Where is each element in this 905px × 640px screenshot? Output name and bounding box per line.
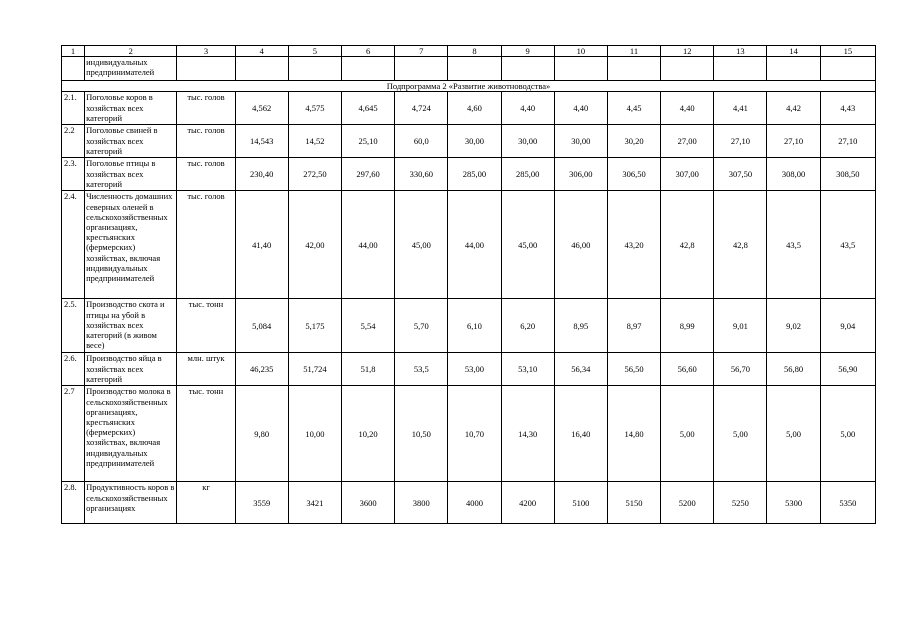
table-row — [62, 482, 876, 524]
column-number-6: 6 — [341, 46, 394, 57]
row-number: 2.7 — [62, 386, 85, 482]
value-cell: 3559 — [235, 482, 288, 524]
value-cell: 5350 — [820, 482, 875, 524]
column-number-9: 9 — [501, 46, 554, 57]
value-cell: 25,10 — [341, 125, 394, 158]
value-cell: 5,084 — [235, 299, 288, 353]
column-number-row — [62, 46, 876, 57]
value-cell: 43,5 — [767, 191, 820, 299]
column-number-8: 8 — [448, 46, 501, 57]
value-cell: 4200 — [501, 482, 554, 524]
value-cell: 43,20 — [607, 191, 660, 299]
value-cell: 4,45 — [607, 92, 660, 125]
value-cell: 27,10 — [820, 125, 875, 158]
value-cell: 9,01 — [714, 299, 767, 353]
value-cell: 56,80 — [767, 353, 820, 386]
value-cell: 56,60 — [661, 353, 714, 386]
value-cell: 56,90 — [820, 353, 875, 386]
value-cell: 4,562 — [235, 92, 288, 125]
continuation-empty-cell — [820, 57, 875, 81]
unit-cell: тыс. голов — [177, 191, 235, 299]
value-cell: 45,00 — [501, 191, 554, 299]
value-cell: 306,00 — [554, 158, 607, 191]
value-cell: 46,00 — [554, 191, 607, 299]
value-cell: 51,8 — [341, 353, 394, 386]
value-cell: 53,00 — [448, 353, 501, 386]
value-cell: 4,575 — [288, 92, 341, 125]
column-number-10: 10 — [554, 46, 607, 57]
value-cell: 42,8 — [714, 191, 767, 299]
value-cell: 308,50 — [820, 158, 875, 191]
unit-cell: тыс. тонн — [177, 386, 235, 482]
value-cell: 30,00 — [501, 125, 554, 158]
table-body — [62, 46, 876, 524]
indicator-name: Производство молока в сельскохозяйственных организациях, крестьянских (фермерских) хозяйствах, включая индивидуальных предпринимателей — [85, 386, 177, 482]
continuation-empty-cell — [714, 57, 767, 81]
continuation-empty-cell — [448, 57, 501, 81]
value-cell: 42,8 — [661, 191, 714, 299]
value-cell: 4,60 — [448, 92, 501, 125]
column-number-4: 4 — [235, 46, 288, 57]
indicator-name: Поголовье птицы в хозяйствах всех категорий — [85, 158, 177, 191]
value-cell: 4,645 — [341, 92, 394, 125]
column-number-2: 2 — [85, 46, 177, 57]
value-cell: 5,00 — [661, 386, 714, 482]
value-cell: 44,00 — [341, 191, 394, 299]
value-cell: 9,02 — [767, 299, 820, 353]
indicator-name: Продуктивность коров в сельскохозяйственных организациях — [85, 482, 177, 524]
indicator-name: Производство скота и птицы на убой в хозяйствах всех категорий (в живом весе) — [85, 299, 177, 353]
value-cell: 4,43 — [820, 92, 875, 125]
value-cell: 51,724 — [288, 353, 341, 386]
table-row — [62, 191, 876, 299]
value-cell: 5,54 — [341, 299, 394, 353]
value-cell: 10,50 — [395, 386, 448, 482]
column-number-3: 3 — [177, 46, 235, 57]
column-number-11: 11 — [607, 46, 660, 57]
value-cell: 285,00 — [448, 158, 501, 191]
continuation-empty-cell — [288, 57, 341, 81]
column-number-15: 15 — [820, 46, 875, 57]
value-cell: 44,00 — [448, 191, 501, 299]
indicator-name: Численность домашних северных оленей в сельскохозяйственных организациях, крестьянских (фермерских) хозяйствах, включая индивидуальных предпринимателей — [85, 191, 177, 299]
value-cell: 10,00 — [288, 386, 341, 482]
table-row — [62, 125, 876, 158]
value-cell: 4,40 — [661, 92, 714, 125]
value-cell: 4,41 — [714, 92, 767, 125]
column-number-12: 12 — [661, 46, 714, 57]
column-number-13: 13 — [714, 46, 767, 57]
value-cell: 3421 — [288, 482, 341, 524]
value-cell: 30,20 — [607, 125, 660, 158]
value-cell: 306,50 — [607, 158, 660, 191]
value-cell: 43,5 — [820, 191, 875, 299]
continuation-empty-cell — [607, 57, 660, 81]
value-cell: 60,0 — [395, 125, 448, 158]
value-cell: 10,20 — [341, 386, 394, 482]
continuation-empty-cell — [395, 57, 448, 81]
value-cell: 285,00 — [501, 158, 554, 191]
value-cell: 56,70 — [714, 353, 767, 386]
continuation-empty-cell — [661, 57, 714, 81]
value-cell: 27,10 — [714, 125, 767, 158]
value-cell: 5250 — [714, 482, 767, 524]
value-cell: 5,175 — [288, 299, 341, 353]
continuation-empty-cell — [554, 57, 607, 81]
value-cell: 4,42 — [767, 92, 820, 125]
column-number-5: 5 — [288, 46, 341, 57]
value-cell: 6,20 — [501, 299, 554, 353]
subprogram-row — [62, 81, 876, 92]
value-cell: 30,00 — [448, 125, 501, 158]
value-cell: 5200 — [661, 482, 714, 524]
continuation-row — [62, 57, 876, 81]
value-cell: 5,00 — [714, 386, 767, 482]
table-row — [62, 92, 876, 125]
value-cell: 5,00 — [767, 386, 820, 482]
value-cell: 8,99 — [661, 299, 714, 353]
column-number-7: 7 — [395, 46, 448, 57]
continuation-empty-cell — [767, 57, 820, 81]
continuation-name-cell: индивидуальных предпринимателей — [85, 57, 177, 81]
value-cell: 14,30 — [501, 386, 554, 482]
value-cell: 14,52 — [288, 125, 341, 158]
value-cell: 308,00 — [767, 158, 820, 191]
column-number-1: 1 — [62, 46, 85, 57]
value-cell: 8,95 — [554, 299, 607, 353]
subprogram-title: Подпрограмма 2 «Развитие животноводства» — [62, 81, 876, 92]
value-cell: 5300 — [767, 482, 820, 524]
value-cell: 30,00 — [554, 125, 607, 158]
value-cell: 41,40 — [235, 191, 288, 299]
table-row — [62, 353, 876, 386]
value-cell: 27,10 — [767, 125, 820, 158]
value-cell: 4000 — [448, 482, 501, 524]
value-cell: 307,50 — [714, 158, 767, 191]
value-cell: 56,34 — [554, 353, 607, 386]
row-number: 2.5. — [62, 299, 85, 353]
value-cell: 42,00 — [288, 191, 341, 299]
table-row — [62, 299, 876, 353]
unit-cell: млн. штук — [177, 353, 235, 386]
indicator-name: Производство яйца в хозяйствах всех категорий — [85, 353, 177, 386]
value-cell: 14,80 — [607, 386, 660, 482]
value-cell: 9,80 — [235, 386, 288, 482]
row-number: 2.4. — [62, 191, 85, 299]
value-cell: 10,70 — [448, 386, 501, 482]
row-number: 2.2 — [62, 125, 85, 158]
value-cell: 272,50 — [288, 158, 341, 191]
value-cell: 6,10 — [448, 299, 501, 353]
value-cell: 14,543 — [235, 125, 288, 158]
value-cell: 330,60 — [395, 158, 448, 191]
value-cell: 9,04 — [820, 299, 875, 353]
value-cell: 5100 — [554, 482, 607, 524]
value-cell: 8,97 — [607, 299, 660, 353]
unit-cell: тыс. голов — [177, 92, 235, 125]
column-number-14: 14 — [767, 46, 820, 57]
value-cell: 230,40 — [235, 158, 288, 191]
row-number: 2.1. — [62, 92, 85, 125]
value-cell: 3800 — [395, 482, 448, 524]
unit-cell: тыс. тонн — [177, 299, 235, 353]
value-cell: 3600 — [341, 482, 394, 524]
indicator-name: Поголовье свиней в хозяйствах всех категорий — [85, 125, 177, 158]
value-cell: 56,50 — [607, 353, 660, 386]
value-cell: 16,40 — [554, 386, 607, 482]
unit-cell: тыс. голов — [177, 158, 235, 191]
value-cell: 5,70 — [395, 299, 448, 353]
row-number: 2.6. — [62, 353, 85, 386]
value-cell: 4,40 — [501, 92, 554, 125]
value-cell: 27,00 — [661, 125, 714, 158]
row-number: 2.3. — [62, 158, 85, 191]
value-cell: 4,40 — [554, 92, 607, 125]
value-cell: 307,00 — [661, 158, 714, 191]
table-row — [62, 158, 876, 191]
value-cell: 53,5 — [395, 353, 448, 386]
row-number: 2.8. — [62, 482, 85, 524]
indicators-table — [61, 45, 876, 524]
continuation-empty-cell — [177, 57, 235, 81]
value-cell: 4,724 — [395, 92, 448, 125]
continuation-empty-cell — [235, 57, 288, 81]
value-cell: 46,235 — [235, 353, 288, 386]
continuation-num-cell — [62, 57, 85, 81]
unit-cell: тыс. голов — [177, 125, 235, 158]
value-cell: 5150 — [607, 482, 660, 524]
value-cell: 297,60 — [341, 158, 394, 191]
value-cell: 5,00 — [820, 386, 875, 482]
continuation-empty-cell — [341, 57, 394, 81]
table-row — [62, 386, 876, 482]
value-cell: 53,10 — [501, 353, 554, 386]
unit-cell: кг — [177, 482, 235, 524]
continuation-empty-cell — [501, 57, 554, 81]
indicator-name: Поголовье коров в хозяйствах всех категорий — [85, 92, 177, 125]
value-cell: 45,00 — [395, 191, 448, 299]
